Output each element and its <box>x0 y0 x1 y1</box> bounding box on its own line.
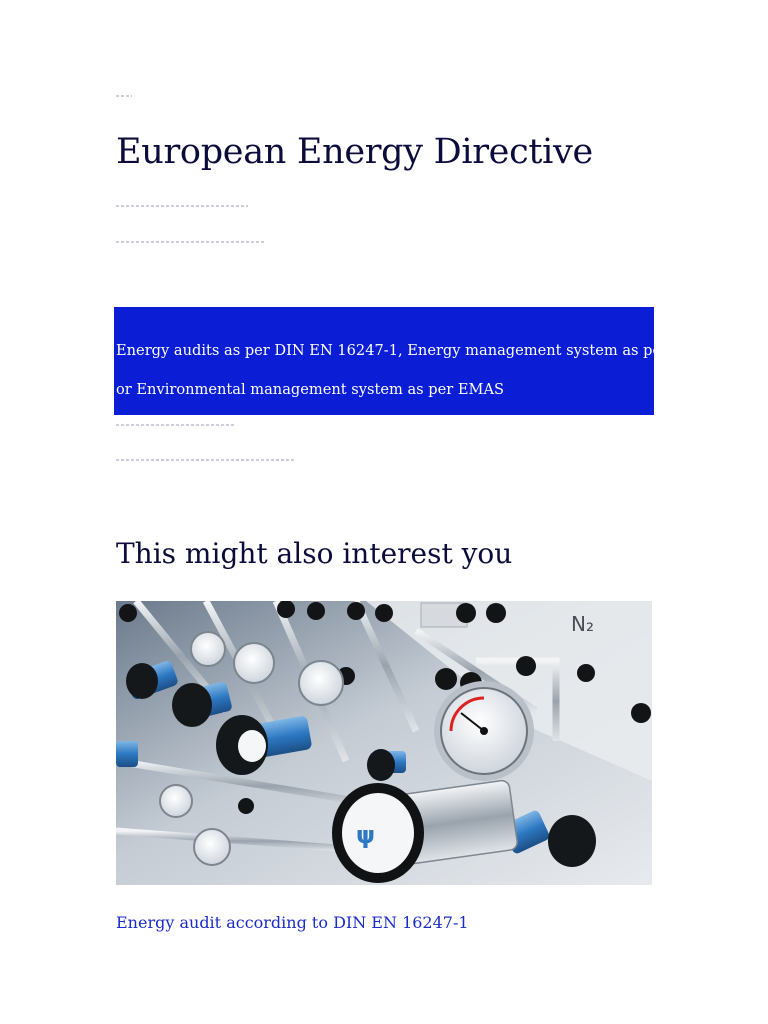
body-text-line <box>116 424 234 426</box>
highlight-banner <box>114 307 752 415</box>
svg-text:N₂: N₂ <box>571 612 594 636</box>
body-text-line <box>116 459 294 461</box>
energy-audit-link[interactable]: Energy audit according to DIN EN 16247-1 <box>116 913 469 932</box>
subtitle-line <box>116 241 264 243</box>
svg-text:ψ: ψ <box>356 821 376 849</box>
related-heading: This might also interest you <box>116 537 513 570</box>
subtitle-line <box>116 205 248 207</box>
page-title: European Energy Directive <box>116 132 593 172</box>
gas-panel-illustration <box>116 601 652 885</box>
breadcrumb[interactable] <box>116 95 132 97</box>
highlight-line-2: or Environmental management system as per EMAS <box>116 381 505 398</box>
gas-regulator-panel-image[interactable] <box>116 601 652 885</box>
highlight-line-1: Energy audits as per DIN EN 16247-1, Energy management system as per ISO 50001 <box>116 342 752 359</box>
